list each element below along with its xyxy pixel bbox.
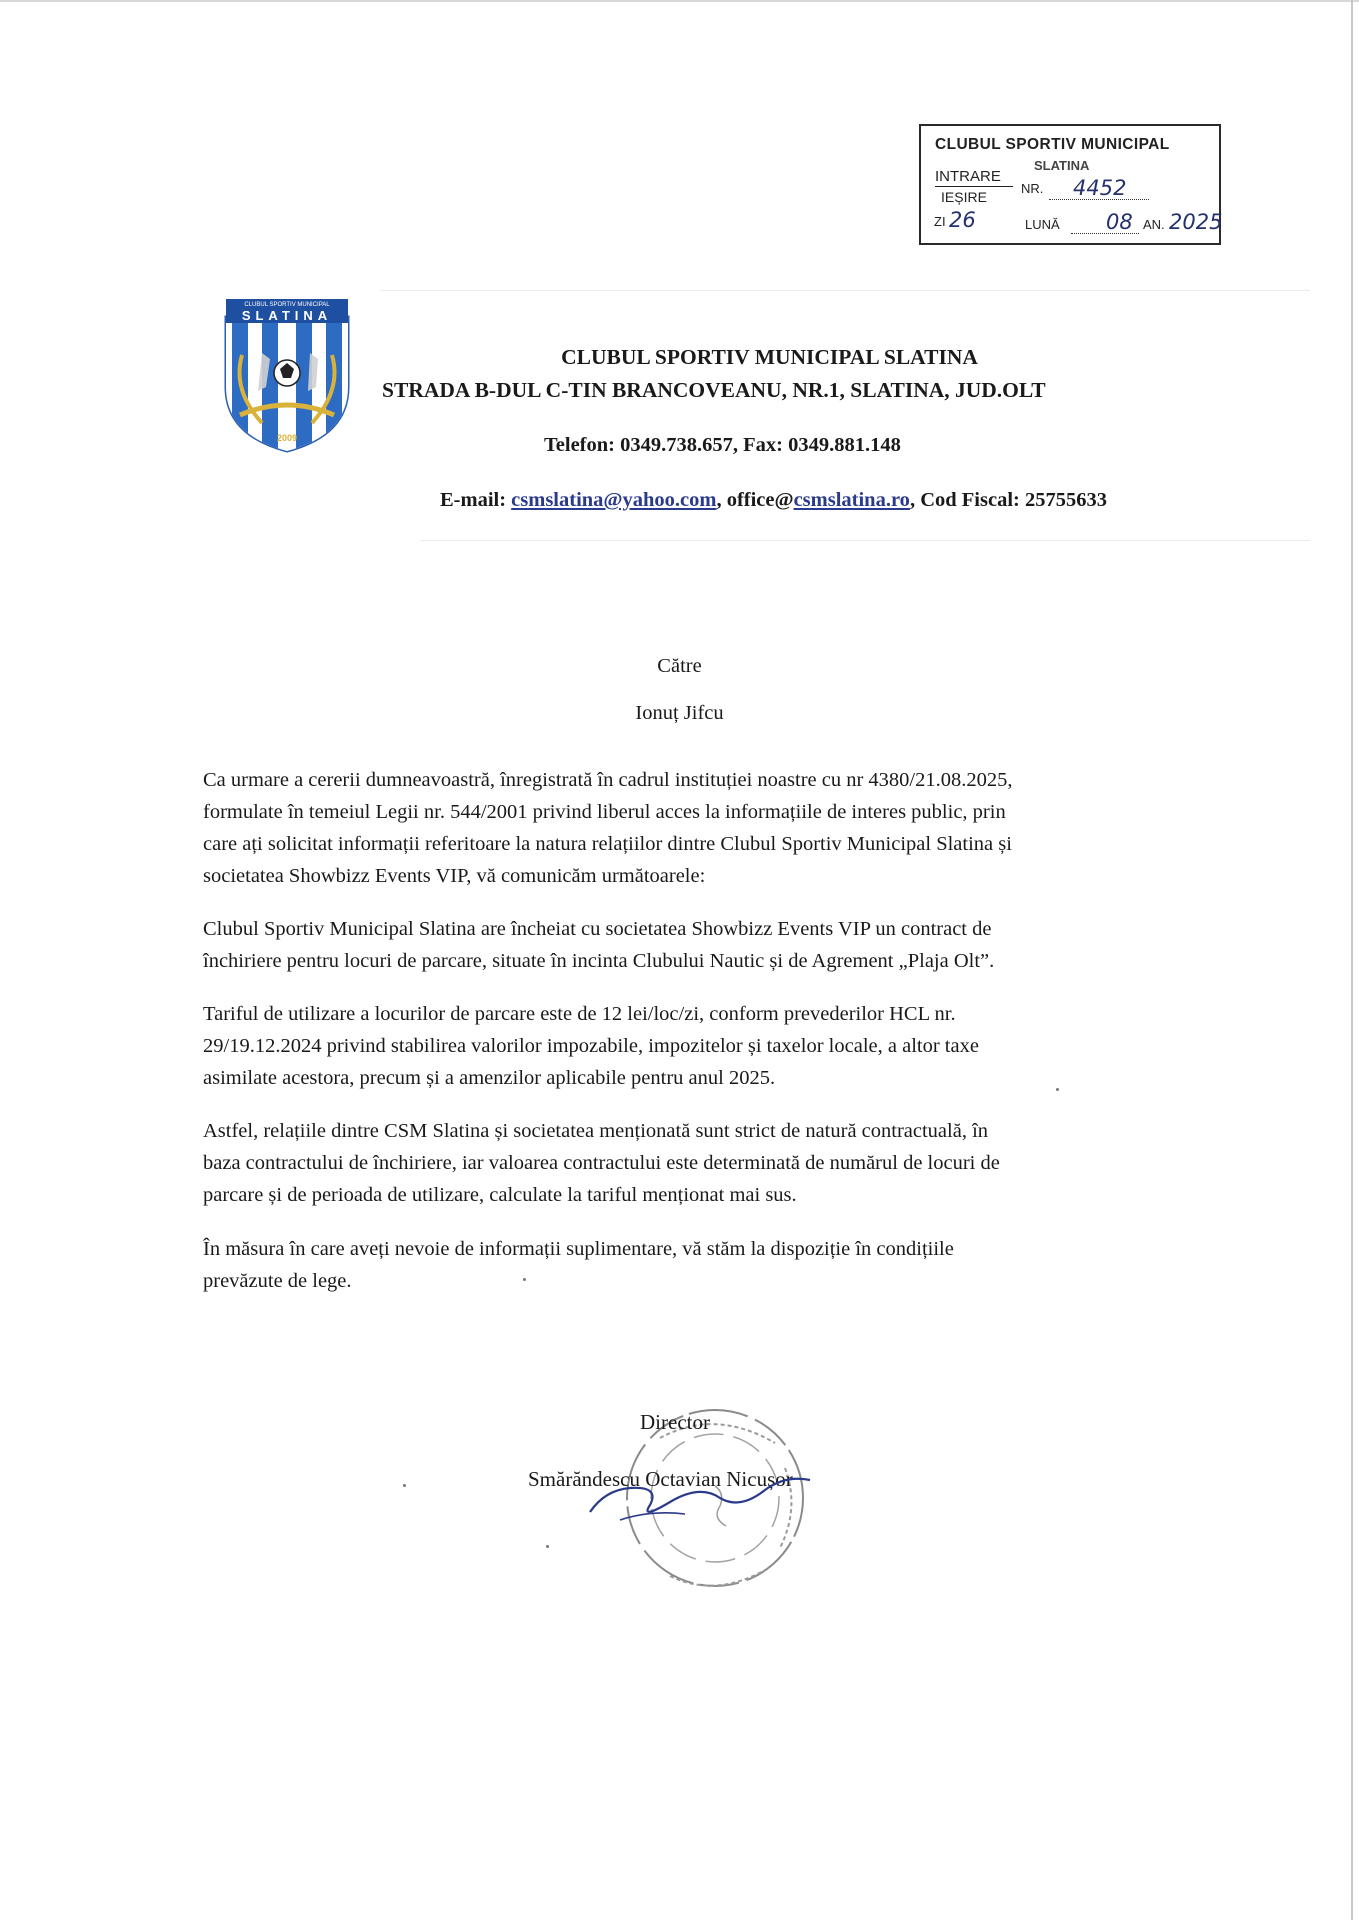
stamp-city: SLATINA [1034,158,1090,173]
stamp-intrare-label: INTRARE [935,168,1013,187]
paragraph-line: asimilate acestora, precum și a amenzilor aplicabile pentru anul 2025. [203,1067,776,1089]
scan-top-edge [0,0,1359,2]
scan-speck [1056,1088,1059,1091]
paragraph-line: societatea Showbizz Events VIP, vă comunicăm următoarele: [203,865,706,887]
signatory-title: Director [640,1410,710,1434]
paragraph-relations [203,1115,1193,1211]
paragraph-request [203,764,1193,892]
org-address: STRADA B-DUL C-TIN BRANCOVEANU, NR.1, SLATINA, JUD.OLT [382,378,1046,402]
handwritten-signature [580,1450,820,1530]
scan-speck [546,1545,549,1548]
email-link-domain[interactable]: csmslatina.ro [793,489,910,511]
stamp-an-label: AN. [1143,217,1165,232]
org-contact-line [440,489,1107,512]
stamp-luna-label: LUNĂ [1025,217,1060,232]
paragraph-line: parcare și de perioada de utilizare, calculate la tariful menționat mai sus. [203,1184,797,1206]
paragraph-line: 29/19.12.2024 privind stabilirea valorilor impozabile, impozitelor și taxelor locale, a altor taxe [203,1035,979,1057]
logo-name: SLATINA [241,308,333,323]
signatory-name: Smărăndescu Octavian Nicușor [528,1467,793,1491]
org-phone-fax: Telefon: 0349.738.657, Fax: 0349.881.148 [544,434,901,456]
paragraph-line: închiriere pentru locuri de parcare, situate în incinta Clubului Nautic și de Agrement „Plaja Olt”. [203,950,995,972]
scan-speck [523,1278,526,1281]
email-label: E-mail: [440,489,507,511]
paragraph-closing [203,1233,1193,1297]
header-rule-bottom [420,540,1310,541]
registration-stamp [919,124,1221,245]
stamp-iesire-label: IEȘIRE [941,189,987,205]
paragraph-line: prevăzute de lege. [203,1270,352,1292]
email-separator: , [716,489,722,511]
fiscal-code: , Cod Fiscal: 25755633 [909,489,1107,511]
org-name: CLUBUL SPORTIV MUNICIPAL SLATINA [561,345,978,369]
paragraph-tariff [203,998,1193,1094]
header-rule-top [380,290,1310,291]
email-link-yahoo[interactable]: csmslatina@yahoo.com [511,489,717,511]
logo-year: 2009 [276,433,298,443]
scan-right-edge [1351,0,1353,1920]
paragraph-line: În măsura în care aveți nevoie de informații suplimentare, vă stăm la dispoziție în condițiile [203,1238,954,1260]
stamp-zi-value: 26 [949,208,976,232]
stamp-luna-value: 08 [1106,210,1133,234]
scan-speck [403,1484,406,1487]
email-2-prefix: office@ [726,489,794,511]
stamp-org: CLUBUL SPORTIV MUNICIPAL [935,136,1170,153]
club-logo [222,295,352,453]
paragraph-line: formulate în temeiul Legii nr. 544/2001 privind liberul acces la informațiile de interes public, prin [203,801,1006,823]
paragraph-line: Ca urmare a cererii dumneavoastră, înregistrată în cadrul instituției noastre cu nr 4380/21.08.2025, [203,769,1013,791]
stamp-zi-label: ZI [934,214,946,229]
addressee-label: Către [657,655,702,677]
recipient-name: Ionuț Jifcu [635,702,724,724]
paragraph-line: Tariful de utilizare a locurilor de parcare este de 12 lei/loc/zi, conform prevederilor HCL nr. [203,1003,956,1025]
stamp-nr-label: NR. [1021,181,1044,196]
stamp-an-value: 2025 [1169,210,1223,234]
paragraph-line: Astfel, relațiile dintre CSM Slatina și societatea menționată sunt strict de natură contractuală, în [203,1120,989,1142]
stamp-nr-value: 4452 [1073,176,1127,200]
paragraph-line: Clubul Sportiv Municipal Slatina are încheiat cu societatea Showbizz Events VIP un contract de [203,918,992,940]
paragraph-line: care ați solicitat informații referitoare la natura relațiilor dintre Clubul Sportiv Municipal Slatina și [203,833,1012,855]
paragraph-line: baza contractului de închiriere, iar valoarea contractului este determinată de numărul de locuri de [203,1152,1000,1174]
paragraph-contract [203,913,1193,977]
logo-top-text: CLUBUL SPORTIV MUNICIPAL [244,302,330,308]
